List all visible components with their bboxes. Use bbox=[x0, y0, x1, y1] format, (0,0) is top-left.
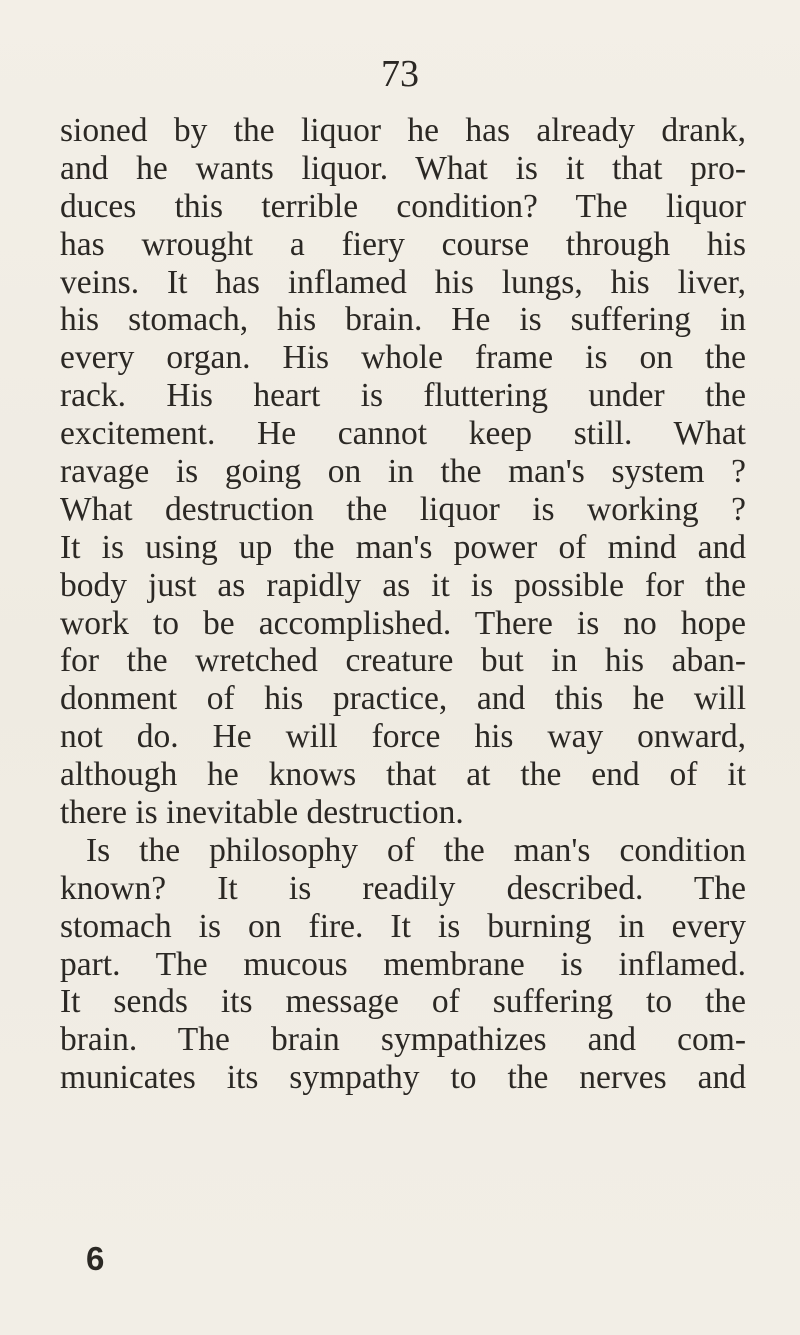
page-number: 73 bbox=[381, 53, 419, 95]
text-line: ravage is going on in the man's system ? bbox=[60, 453, 746, 491]
text-line: donment of his practice, and this he will bbox=[60, 680, 746, 718]
text-line: municates its sympathy to the nerves and bbox=[60, 1059, 746, 1097]
text-line: known? It is readily described. The bbox=[60, 869, 746, 907]
text-line: stomach is on fire. It is burning in every bbox=[60, 907, 746, 945]
text-line: veins. It has inflamed his lungs, his liver, bbox=[60, 263, 746, 301]
text-line: his stomach, his brain. He is suffering in bbox=[60, 301, 746, 339]
text-line: excitement. He cannot keep still. What bbox=[60, 415, 746, 453]
text-line: What destruction the liquor is working ? bbox=[60, 490, 746, 528]
signature-mark: 6 bbox=[86, 1240, 105, 1277]
text-line: work to be accomplished. There is no hope bbox=[60, 604, 746, 642]
text-line: for the wretched creature but in his aban- bbox=[60, 642, 746, 680]
body-text bbox=[60, 112, 746, 1097]
text-line: part. The mucous membrane is inflamed. bbox=[60, 945, 746, 983]
text-line: body just as rapidly as it is possible for the bbox=[60, 566, 746, 604]
text-line: It sends its message of suffering to the bbox=[60, 983, 746, 1021]
text-line: not do. He will force his way onward, bbox=[60, 718, 746, 756]
text-line: and he wants liquor. What is it that pro- bbox=[60, 149, 746, 187]
paragraph-start-line: Is the philosophy of the man's condition bbox=[86, 831, 746, 869]
text-line: every organ. His whole frame is on the bbox=[60, 339, 746, 377]
text-line: sioned by the liquor he has already drank, bbox=[60, 112, 746, 149]
text-line: brain. The brain sympathizes and com- bbox=[60, 1021, 746, 1059]
text-line: has wrought a fiery course through his bbox=[60, 225, 746, 263]
text-line: It is using up the man's power of mind and bbox=[60, 528, 746, 566]
text-line: rack. His heart is fluttering under the bbox=[60, 377, 746, 415]
paragraph-end-line: there is inevitable destruction. bbox=[60, 794, 464, 832]
text-line: although he knows that at the end of it bbox=[60, 756, 746, 794]
text-line: duces this terrible condition? The liquor bbox=[60, 187, 746, 225]
